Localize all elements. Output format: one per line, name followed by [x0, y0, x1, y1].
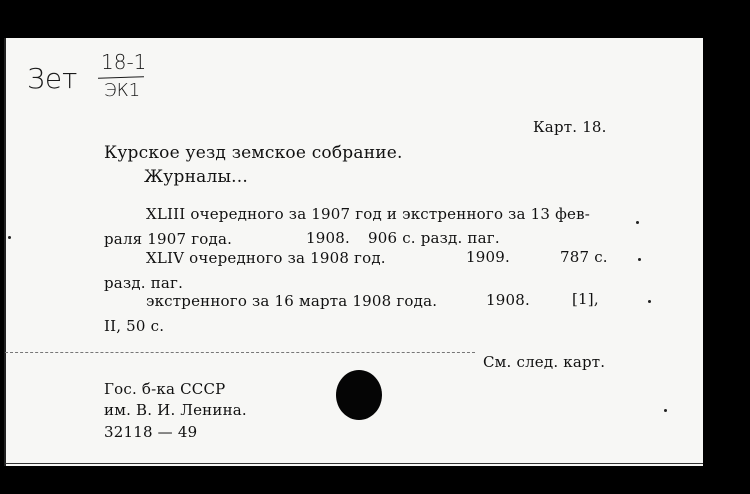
- library-line: им. В. И. Ленина.: [104, 401, 247, 419]
- entry-pages: 787 с.: [560, 248, 608, 266]
- scan-speck: [664, 409, 667, 412]
- card-number: Карт. 18.: [533, 118, 607, 136]
- entry-line: разд. паг.: [104, 274, 184, 292]
- card-title: Курское уезд земское собрание.: [104, 143, 403, 163]
- scan-speck: [648, 300, 651, 303]
- scan-speck: [8, 236, 11, 239]
- card-subtitle: Журналы...: [144, 167, 248, 187]
- entry-pages: [1],: [572, 290, 599, 308]
- entry-line: экстренного за 16 марта 1908 года.: [146, 292, 438, 310]
- entry-line: XLIII очередного за 1907 год и экстренного за 13 фев-: [146, 205, 591, 223]
- scan-speck: [638, 258, 641, 261]
- scan-artifact-line: [5, 463, 703, 464]
- entry-pages: 906 с. разд. паг.: [368, 229, 500, 247]
- library-code: 32118 — 49: [104, 423, 198, 441]
- entry-year: 1908.: [306, 229, 350, 247]
- entry-line: XLIV очередного за 1908 год.: [146, 249, 386, 267]
- entry-year: 1908.: [486, 291, 530, 309]
- ink-blot: [336, 370, 382, 420]
- library-line: Гос. б-ка СССР: [104, 380, 226, 398]
- shelfmark-denominator: ЭК1: [104, 80, 141, 101]
- scan-artifact-line: [5, 352, 475, 353]
- see-next-card: См. след. карт.: [483, 353, 606, 371]
- scan-speck: [636, 221, 639, 224]
- shelfmark-numerator: 18-1: [101, 50, 147, 74]
- entry-year: 1909.: [466, 248, 510, 266]
- entry-line: раля 1907 года.: [104, 230, 233, 248]
- shelfmark-prefix: Зет: [27, 62, 78, 95]
- entry-line: II, 50 с.: [104, 317, 165, 335]
- scan-border: [703, 38, 750, 466]
